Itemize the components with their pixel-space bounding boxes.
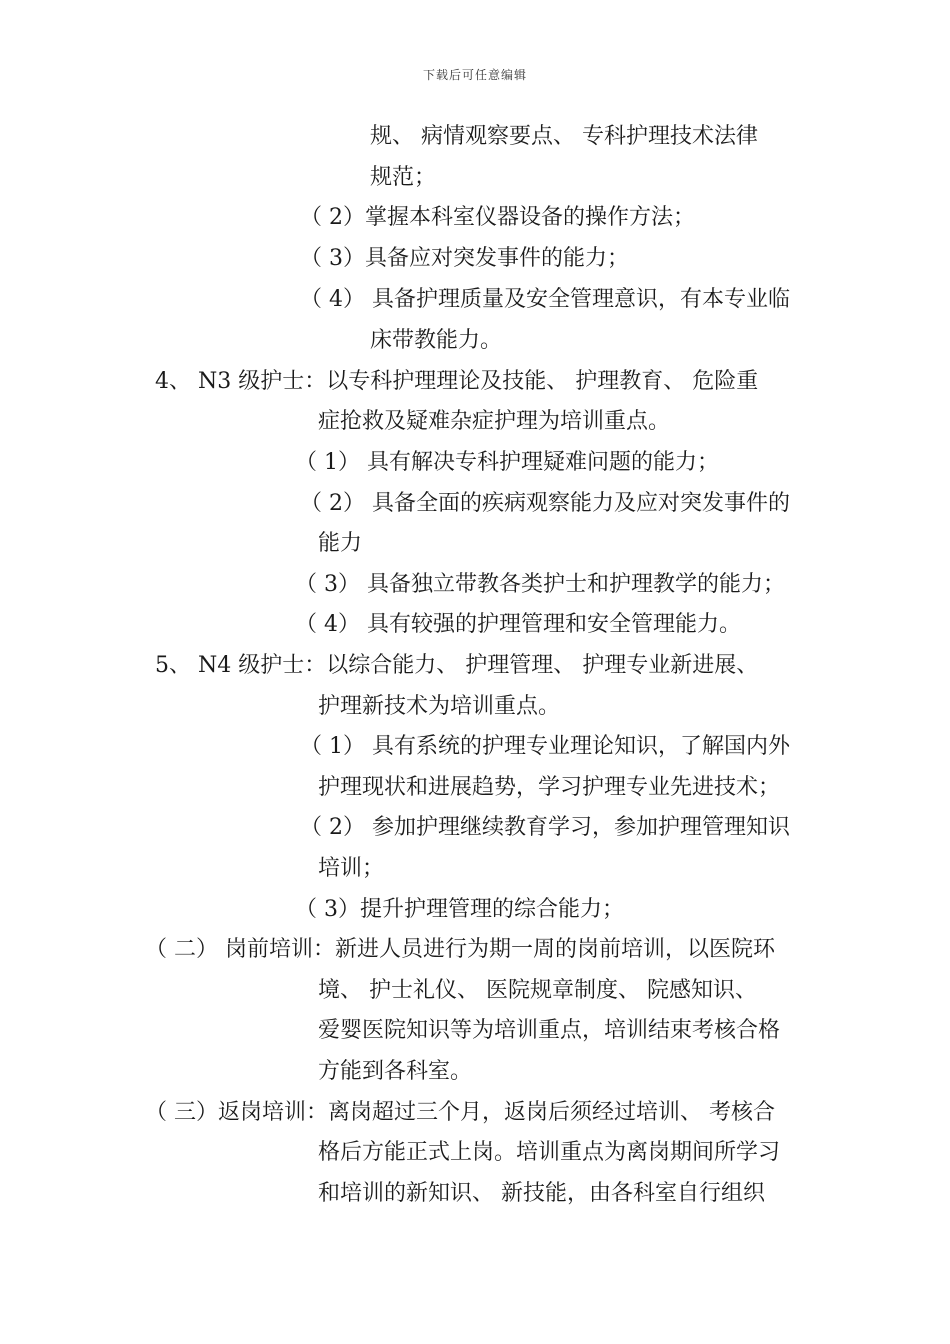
text-line: （ 1） 具有系统的护理专业理论知识，了解国内外 (300, 734, 790, 759)
text-line: 格后方能正式上岗。培训重点为离岗期间所学习 (318, 1140, 781, 1165)
text-line: 爱婴医院知识等为培训重点，培训结束考核合格 (318, 1018, 781, 1043)
text-line: 能力 (318, 531, 363, 556)
text-line: （ 3）具备应对突发事件的能力； (300, 246, 629, 271)
text-line: 护理新技术为培训重点。 (318, 694, 561, 719)
text-line: 方能到各科室。 (318, 1059, 473, 1084)
text-line: 床带教能力。 (370, 328, 503, 353)
text-line: 规、 病情观察要点、 专科护理技术法律 (370, 124, 758, 149)
text-line: （ 4） 具有较强的护理管理和安全管理能力。 (295, 612, 741, 637)
text-line: 症抢救及疑难杂症护理为培训重点。 (318, 409, 671, 434)
text-line: 培训； (318, 856, 385, 881)
text-line: （ 2） 具备全面的疾病观察能力及应对突发事件的 (300, 491, 790, 516)
text-line: （ 二） 岗前培训：新进人员进行为期一周的岗前培训，以医院环 (145, 937, 775, 962)
text-line: （ 2） 参加护理继续教育学习，参加护理管理知识 (300, 815, 790, 840)
text-line: （ 3）提升护理管理的综合能力； (295, 897, 624, 922)
text-line: 4、 N3 级护士：以专科护理理论及技能、 护理教育、 危险重 (155, 369, 759, 394)
text-line: （ 4） 具备护理质量及安全管理意识，有本专业临 (300, 287, 790, 312)
text-line: （ 1） 具有解决专科护理疑难问题的能力； (295, 450, 719, 475)
text-line: 和培训的新知识、 新技能，由各科室自行组织 (318, 1181, 765, 1206)
text-line: （ 2）掌握本科室仪器设备的操作方法； (300, 205, 695, 230)
text-line: 境、 护士礼仪、 医院规章制度、 院感知识、 (318, 978, 757, 1003)
page-header: 下载后可任意编辑 (422, 68, 527, 82)
text-line: 护理现状和进展趋势，学习护理专业先进技术； (318, 775, 781, 800)
text-line: 5、 N4 级护士：以综合能力、 护理管理、 护理专业新进展、 (155, 653, 759, 678)
text-line: （ 三）返岗培训：离岗超过三个月，返岗后须经过培训、 考核合 (145, 1100, 775, 1125)
text-line: （ 3） 具备独立带教各类护士和护理教学的能力； (295, 572, 785, 597)
text-line: 规范； (370, 165, 437, 190)
